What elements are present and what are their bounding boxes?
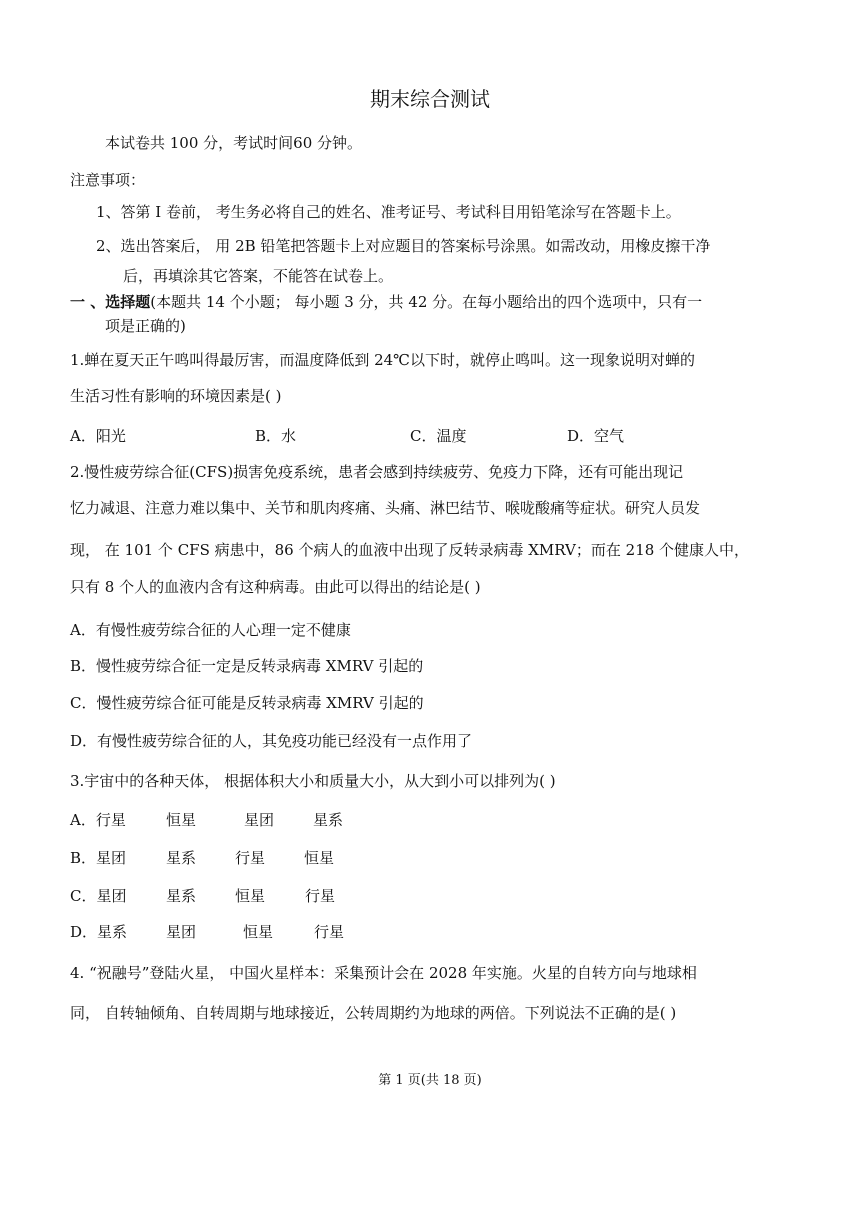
question-2-line-4: 只有 8 个人的血液内含有这种病毒。由此可以得出的结论是( ) — [70, 578, 481, 596]
q3-option-d-3: 恒星 — [243, 923, 274, 941]
q3-option-b-4: 恒星 — [304, 849, 335, 867]
q3-option-b-3: 行星 — [235, 849, 266, 867]
notice-item-2: 2、选出答案后， 用 2B 铅笔把答题卡上对应题目的答案标号涂黑。如需改动，用橡皮擦干净 — [96, 237, 711, 255]
question-1-line-2: 生活习性有影响的环境因素是( ) — [70, 387, 282, 405]
section-description-cont: 项是正确的) — [105, 317, 186, 335]
question-2-line-1: 2.慢性疲劳综合征(CFS)损害免疫系统，患者会感到持续疲劳、免疫力下降，还有可能出现记 — [70, 463, 684, 481]
q1-option-b: B．水 — [255, 427, 297, 445]
page-footer: 第 1 页(共 18 页) — [378, 1073, 482, 1088]
q3-option-d-4: 行星 — [314, 923, 345, 941]
q3-option-a-4: 星系 — [313, 811, 344, 829]
q3-option-c-3: 恒星 — [235, 887, 266, 905]
q3-option-a-1: A．行星 — [70, 811, 126, 829]
section-label: 一 、选择题 — [70, 293, 151, 311]
q3-option-c-1: C．星团 — [70, 887, 127, 905]
q3-option-b-2: 星系 — [166, 849, 197, 867]
q2-option-d: D．有慢性疲劳综合征的人，其免疫功能已经没有一点作用了 — [70, 732, 473, 750]
section-header — [70, 292, 800, 312]
q3-option-c-2: 星系 — [166, 887, 197, 905]
question-3-line-1: 3.宇宙中的各种天体， 根据体积大小和质量大小，从大到小可以排列为( ) — [70, 772, 556, 790]
notice-item-2-cont: 后，再填涂其它答案，不能答在试卷上。 — [123, 267, 394, 285]
q1-option-c: C．温度 — [410, 427, 467, 445]
q3-option-d-2: 星团 — [166, 923, 197, 941]
q2-option-c: C．慢性疲劳综合征可能是反转录病毒 XMRV 引起的 — [70, 694, 424, 712]
q1-option-d: D．空气 — [567, 427, 625, 445]
q2-option-a: A．有慢性疲劳综合征的人心理一定不健康 — [70, 621, 351, 639]
question-4-line-1: 4. “祝融号”登陆火星， 中国火星样本：采集预计会在 2028 年实施。火星的自转方向与地球相 — [70, 964, 697, 982]
q1-option-a: A．阳光 — [70, 427, 126, 445]
notice-item-1: 1、答第 I 卷前， 考生务必将自己的姓名、准考证号、考试科目用铅笔涂写在答题卡上。 — [96, 203, 681, 221]
q3-option-b-1: B．星团 — [70, 849, 127, 867]
q2-option-b: B．慢性疲劳综合征一定是反转录病毒 XMRV 引起的 — [70, 657, 424, 675]
intro-text: 本试卷共 100 分，考试时间60 分钟。 — [105, 134, 363, 152]
question-2-line-2: 忆力减退、注意力难以集中、关节和肌肉疼痛、头痛、淋巴结节、喉咙酸痛等症状。研究人员发 — [70, 499, 701, 517]
notice-heading: 注意事项： — [70, 171, 146, 189]
q3-option-d-1: D．星系 — [70, 923, 128, 941]
q3-option-a-3: 星团 — [244, 811, 275, 829]
question-4-line-2: 同， 自转轴倾角、自转周期与地球接近，公转周期约为地球的两倍。下列说法不正确的是( ) — [70, 1004, 677, 1022]
q3-option-a-2: 恒星 — [166, 811, 197, 829]
q3-option-c-4: 行星 — [305, 887, 336, 905]
question-2-line-3: 现， 在 101 个 CFS 病患中，86 个病人的血液中出现了反转录病毒 XMRV；而在 218 个健康人中， — [70, 541, 750, 559]
page-title: 期末综合测试 — [370, 87, 490, 111]
question-1-line-1: 1.蝉在夏天正午鸣叫得最厉害，而温度降低到 24℃以下时，就停止鸣叫。这一现象说明对蝉的 — [70, 351, 695, 369]
section-description: (本题共 14 个小题； 每小题 3 分，共 42 分。在每小题给出的四个选项中，只有一 — [150, 293, 703, 311]
